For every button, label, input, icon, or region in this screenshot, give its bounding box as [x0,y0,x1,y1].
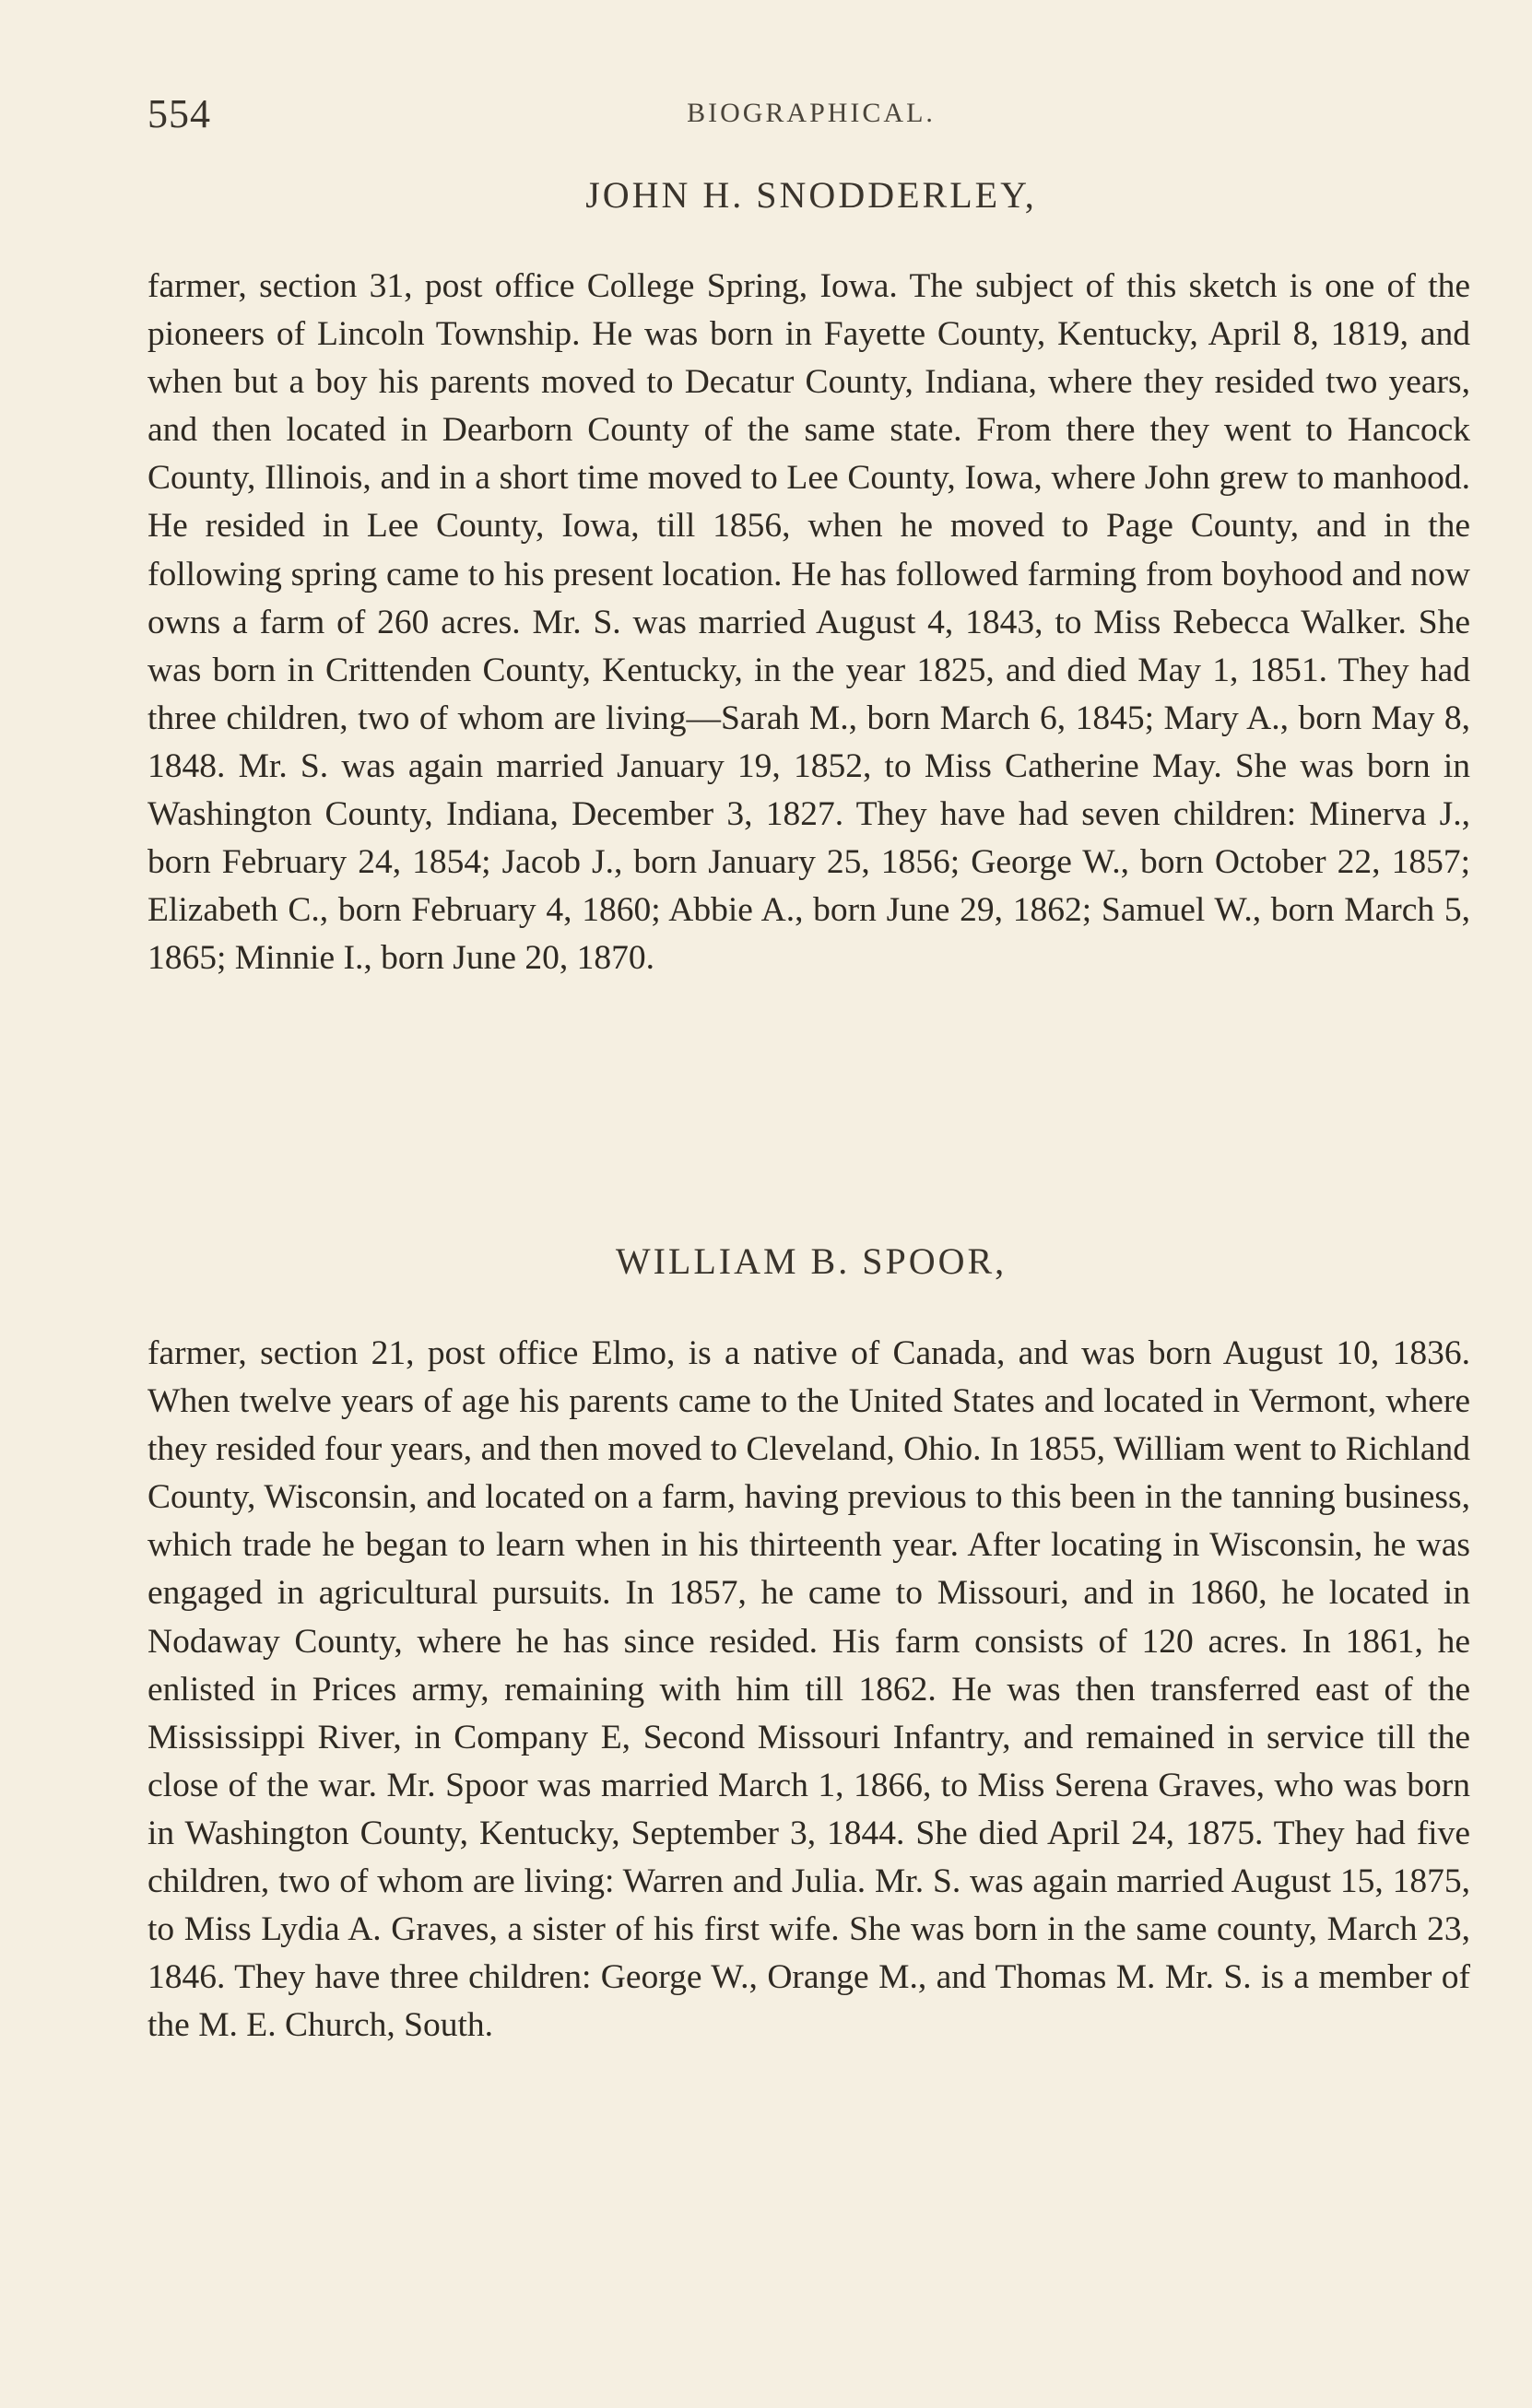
running-head [147,90,1475,136]
entry-heading-snodderley: JOHN H. SNODDERLEY, [585,174,1037,216]
entry-body-spoor: farmer, section 21, post office Elmo, is a native of Canada, and was born August 10, 1836. When twelve years of age his parents came to the United States and located in Vermont, where they resided four years, and then moved to Cleveland, Ohio. In 1855, William went to Richland County, Wisconsin, and located on a farm, having previous to this been in the tanning business, which trade he began to learn when in his thirteenth year. After locating in Wisconsin, he was engaged in agricultural pursuits. In 1857, he came to Missouri, and in 1860, he located in Nodaway County, where he has since resided. His farm consists of 120 acres. In 1861, he enlisted in Prices army, remaining with him till 1862. He was then transferred east of the Mississippi River, in Company E, Second Missouri Infantry, and remained in service till the close of the war. Mr. Spoor was married March 1, 1866, to Miss Serena Graves, who was born in Washington County, Kentucky, September 3, 1844. She died April 24, 1875. They had five children, two of whom are living: Warren and Julia. Mr. S. was again married August 15, 1875, to Miss Lydia A. Graves, a sister of his first wife. She was born in the same county, March 23, 1846. They have three children: George W., Orange M., and Thomas M. Mr. S. is a member of the M. E. Church, South. [147,1334,1470,2045]
entry-heading-spoor: WILLIAM B. SPOOR, [615,1240,1008,1282]
page-number: 554 [147,91,211,136]
running-head-title: BIOGRAPHICAL. [687,98,936,128]
entry-body-snodderley: farmer, section 31, post office College Spring, Iowa. The subject of this sketch is one of the pioneers of Lincoln Township. He was born in Fayette County, Kentucky, April 8, 1819, and when but a boy his parents moved to Decatur County, Indiana, where they resided two years, and then located in Dearborn County of the same state. From there they went to Hancock County, Illinois, and in a short time moved to Lee County, Iowa, where John grew to manhood. He resided in Lee County, Iowa, till 1856, when he moved to Page County, and in the following spring came to his present location. He has followed farming from boyhood and now owns a farm of 260 acres. Mr. S. was married August 4, 1843, to Miss Rebecca Walker. She was born in Crittenden County, Kentucky, in the year 1825, and died May 1, 1851. They had three children, two of whom are living—Sarah M., born March 6, 1845; Mary A., born May 8, 1848. Mr. S. was again married January 19, 1852, to Miss Catherine May. She was born in Washington County, Indiana, December 3, 1827. They have had seven children: Minerva J., born February 24, 1854; Jacob J., born January 25, 1856; George W., born October 22, 1857; Elizabeth C., born February 4, 1860; Abbie A., born June 29, 1862; Samuel W., born March 5, 1865; Minnie I., born June 20, 1870. [147,267,1470,978]
